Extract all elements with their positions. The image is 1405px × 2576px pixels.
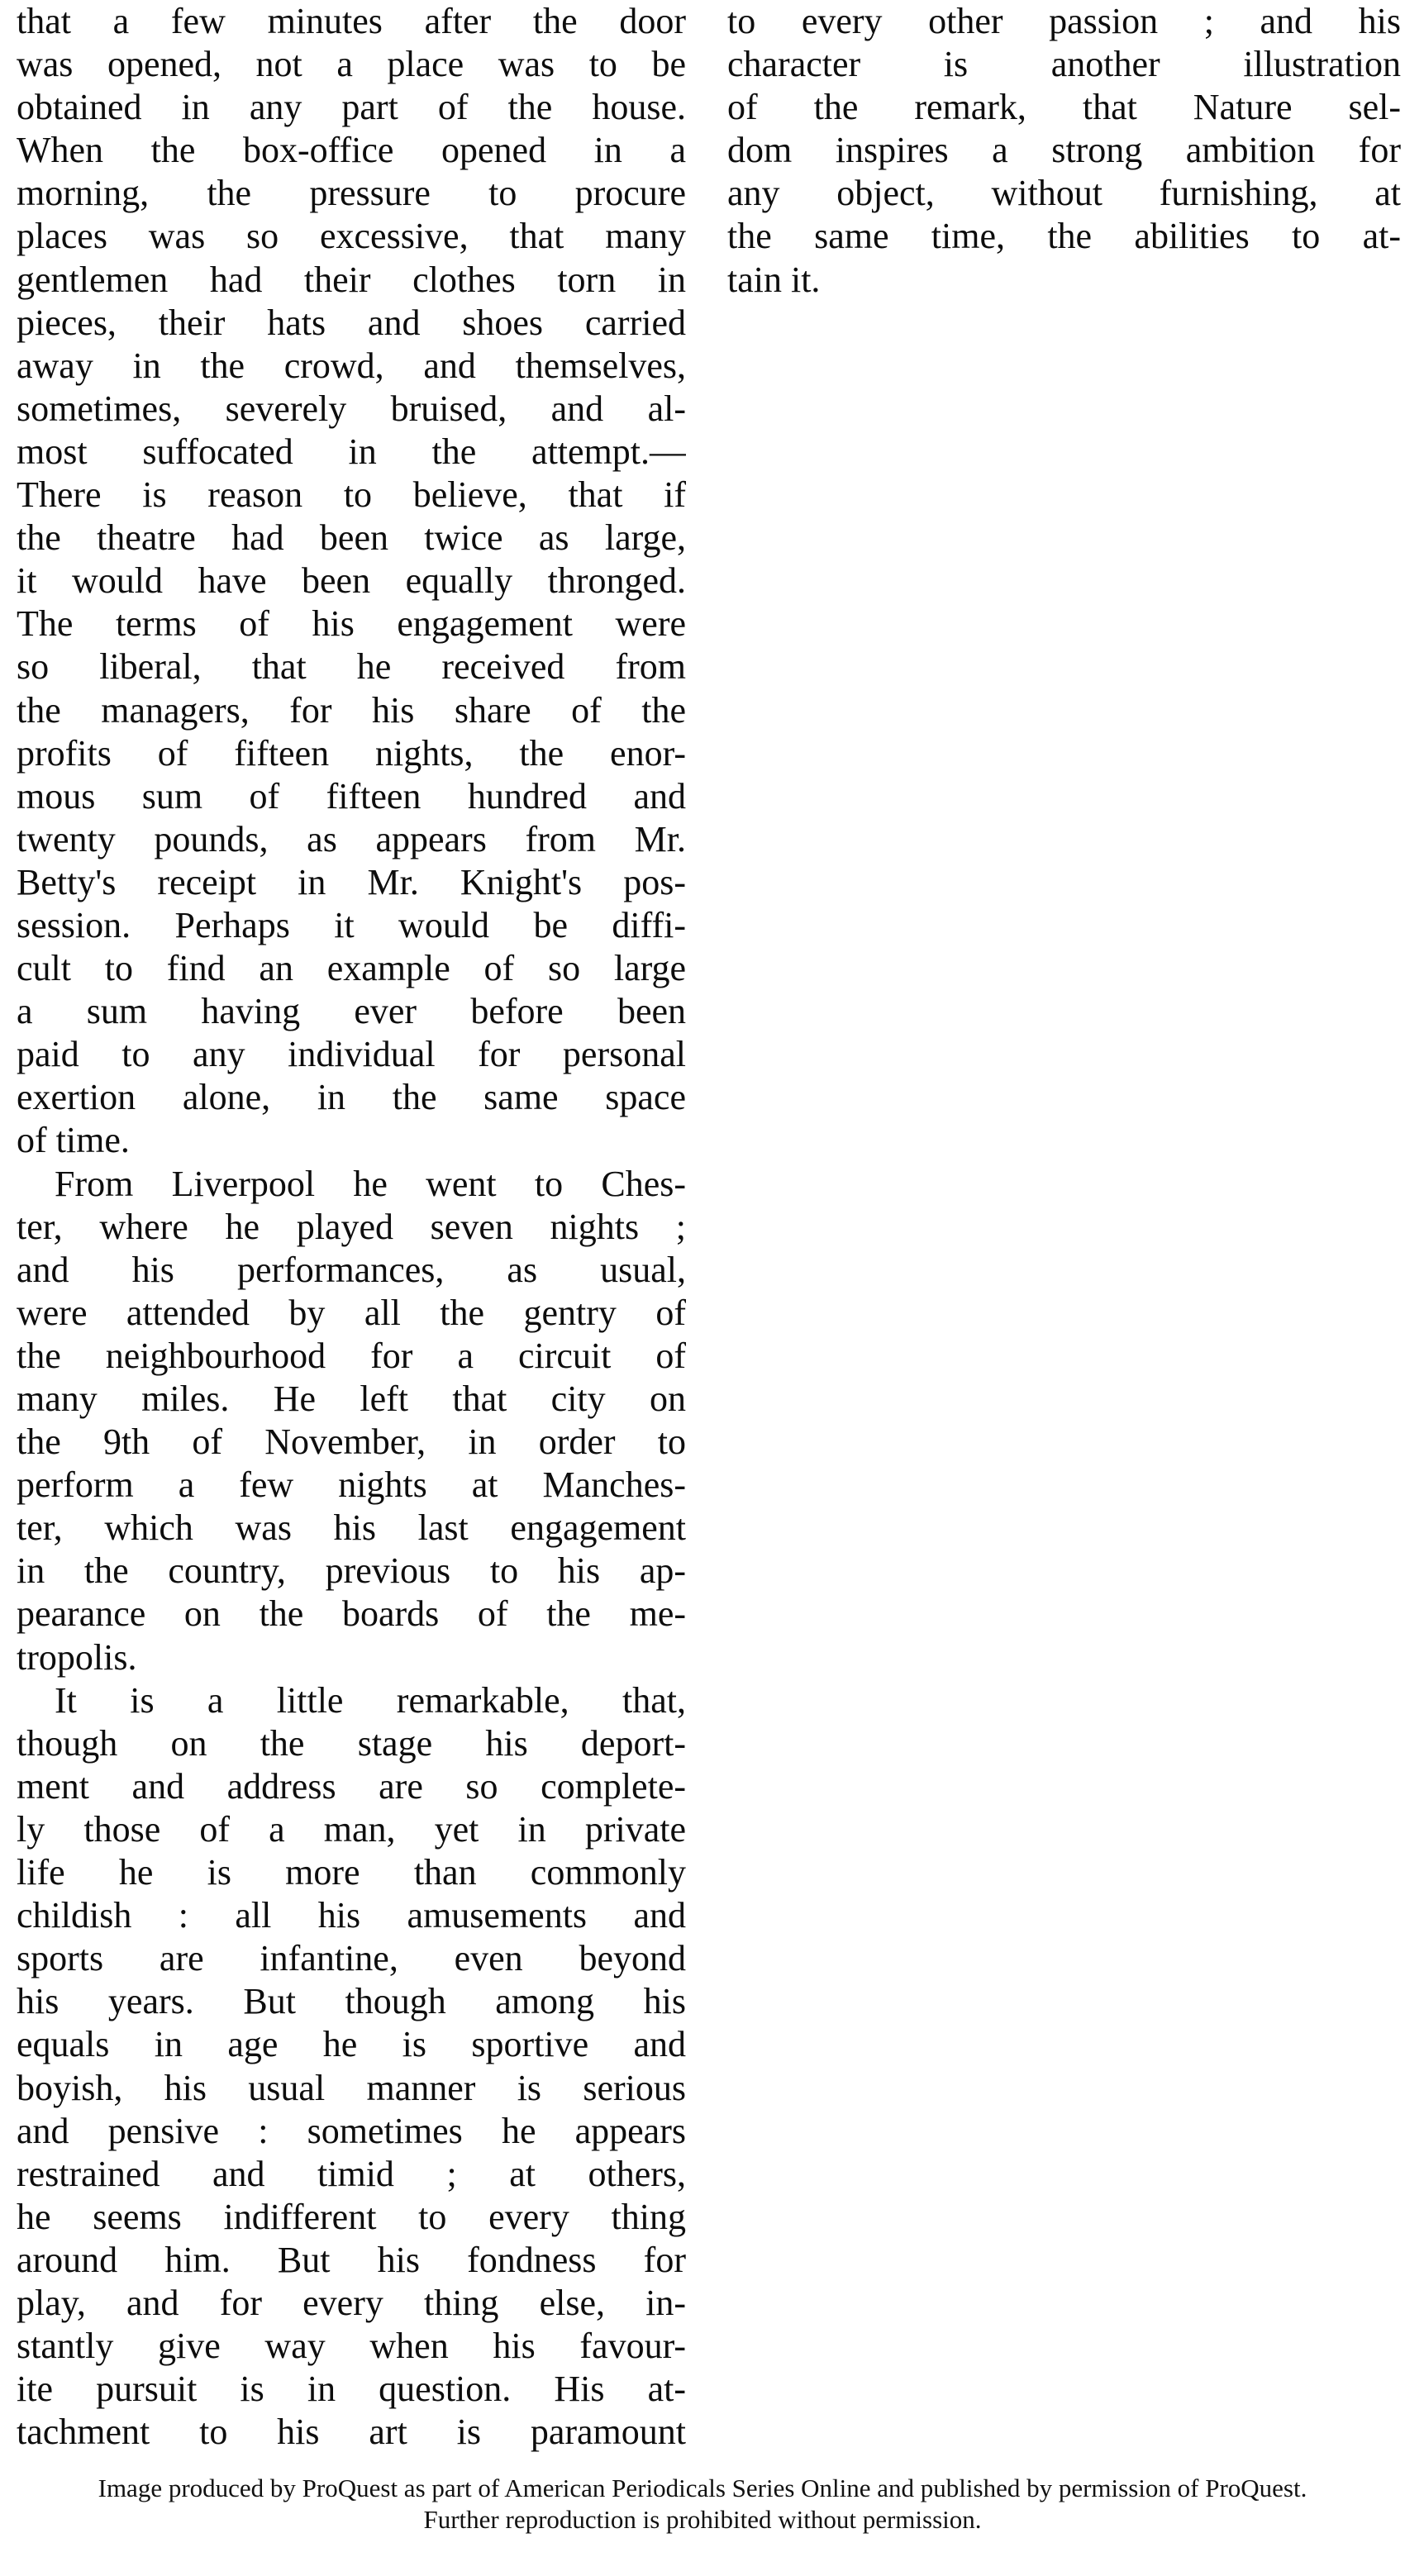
text-line: play, and for every thing else, in- (17, 2282, 686, 2323)
text-line: ite pursuit is in question. His at- (17, 2369, 686, 2410)
text-line: in the country, previous to his ap- (17, 1550, 686, 1592)
text-line: though on the stage his deport- (17, 1722, 686, 1764)
text-line: the same time, the abilities to at- (727, 216, 1401, 257)
text-line: to every other passion ; and his (727, 1, 1401, 41)
text-line: and pensive : sometimes he appears (17, 2110, 686, 2151)
text-line: mous sum of fifteen hundred and (17, 775, 686, 817)
paragraph-first-line: From Liverpool he went to Ches- (55, 1163, 686, 1204)
text-line: boyish, his usual manner is serious (17, 2067, 686, 2108)
text-line: twenty pounds, as appears from Mr. (17, 818, 686, 859)
text-line: the 9th of November, in order to (17, 1421, 686, 1463)
text-line: Betty's receipt in Mr. Knight's pos- (17, 861, 686, 902)
text-line: it would have been equally thronged. (17, 560, 686, 602)
text-line: any object, without furnishing, at (727, 173, 1401, 214)
text-line: cult to find an example of so large (17, 948, 686, 989)
text-line: many miles. He left that city on (17, 1378, 686, 1419)
text-line: tain it. (727, 259, 821, 300)
text-line: The terms of his engagement were (17, 603, 686, 645)
text-line: There is reason to believe, that if (17, 474, 686, 516)
text-line: restrained and timid ; at others, (17, 2153, 686, 2194)
text-line: pearance on the boards of the me- (17, 1593, 686, 1635)
text-line: paid to any individual for personal (17, 1034, 686, 1075)
text-line: and his performances, as usual, (17, 1249, 686, 1290)
text-line: sometimes, severely bruised, and al- (17, 388, 686, 429)
paragraph-first-line: It is a little remarkable, that, (55, 1679, 686, 1721)
text-line: ment and address are so complete- (17, 1765, 686, 1807)
left-text-column (17, 0, 686, 2454)
text-line: his years. But though among his (17, 1981, 686, 2022)
text-line: a sum having ever before been (17, 991, 686, 1032)
text-line: perform a few nights at Manches- (17, 1464, 686, 1506)
text-line: the theatre had been twice as large, (17, 517, 686, 559)
text-line: the neighbourhood for a circuit of (17, 1335, 686, 1376)
text-line: ly those of a man, yet in private (17, 1808, 686, 1850)
text-line: gentlemen had their clothes torn in (17, 259, 686, 300)
text-line: equals in age he is sportive and (17, 2024, 686, 2065)
text-line: exertion alone, in the same space (17, 1077, 686, 1118)
text-line: morning, the pressure to procure (17, 173, 686, 214)
text-line: away in the crowd, and themselves, (17, 345, 686, 386)
text-line: stantly give way when his favour- (17, 2326, 686, 2367)
text-line: When the box-office opened in a (17, 130, 686, 171)
footer-line-permission: Image produced by ProQuest as part of American Periodicals Series Online and published by permission of ProQuest. (98, 2474, 1307, 2502)
text-line: sports are infantine, even beyond (17, 1938, 686, 1979)
text-line: of the remark, that Nature sel- (727, 87, 1401, 128)
text-line: of time. (17, 1120, 130, 1161)
text-line: that a few minutes after the door (17, 1, 686, 41)
text-line: he seems indifferent to every thing (17, 2196, 686, 2237)
proquest-footer (0, 2473, 1405, 2536)
text-line: tachment to his art is paramount (17, 2412, 686, 2453)
text-line: character is another illustration (727, 44, 1401, 85)
text-line: around him. But his fondness for (17, 2239, 686, 2280)
text-line: dom inspires a strong ambition for (727, 130, 1401, 171)
right-text-column (727, 0, 1401, 302)
text-line: were attended by all the gentry of (17, 1292, 686, 1333)
text-line: life he is more than commonly (17, 1852, 686, 1893)
text-line: ter, which was his last engagement (17, 1507, 686, 1549)
text-line: obtained in any part of the house. (17, 87, 686, 128)
text-line: so liberal, that he received from (17, 646, 686, 688)
text-line: places was so excessive, that many (17, 216, 686, 257)
text-line: session. Perhaps it would be diffi- (17, 904, 686, 945)
text-line: was opened, not a place was to be (17, 44, 686, 85)
text-line: most suffocated in the attempt.— (17, 431, 686, 472)
text-line: ter, where he played seven nights ; (17, 1206, 686, 1247)
footer-line-reproduction: Further reproduction is prohibited without permission. (423, 2505, 982, 2534)
text-line: profits of fifteen nights, the enor- (17, 732, 686, 774)
text-line: childish : all his amusements and (17, 1895, 686, 1936)
text-line: tropolis. (17, 1636, 137, 1678)
text-line: pieces, their hats and shoes carried (17, 302, 686, 343)
text-line: the managers, for his share of the (17, 689, 686, 731)
